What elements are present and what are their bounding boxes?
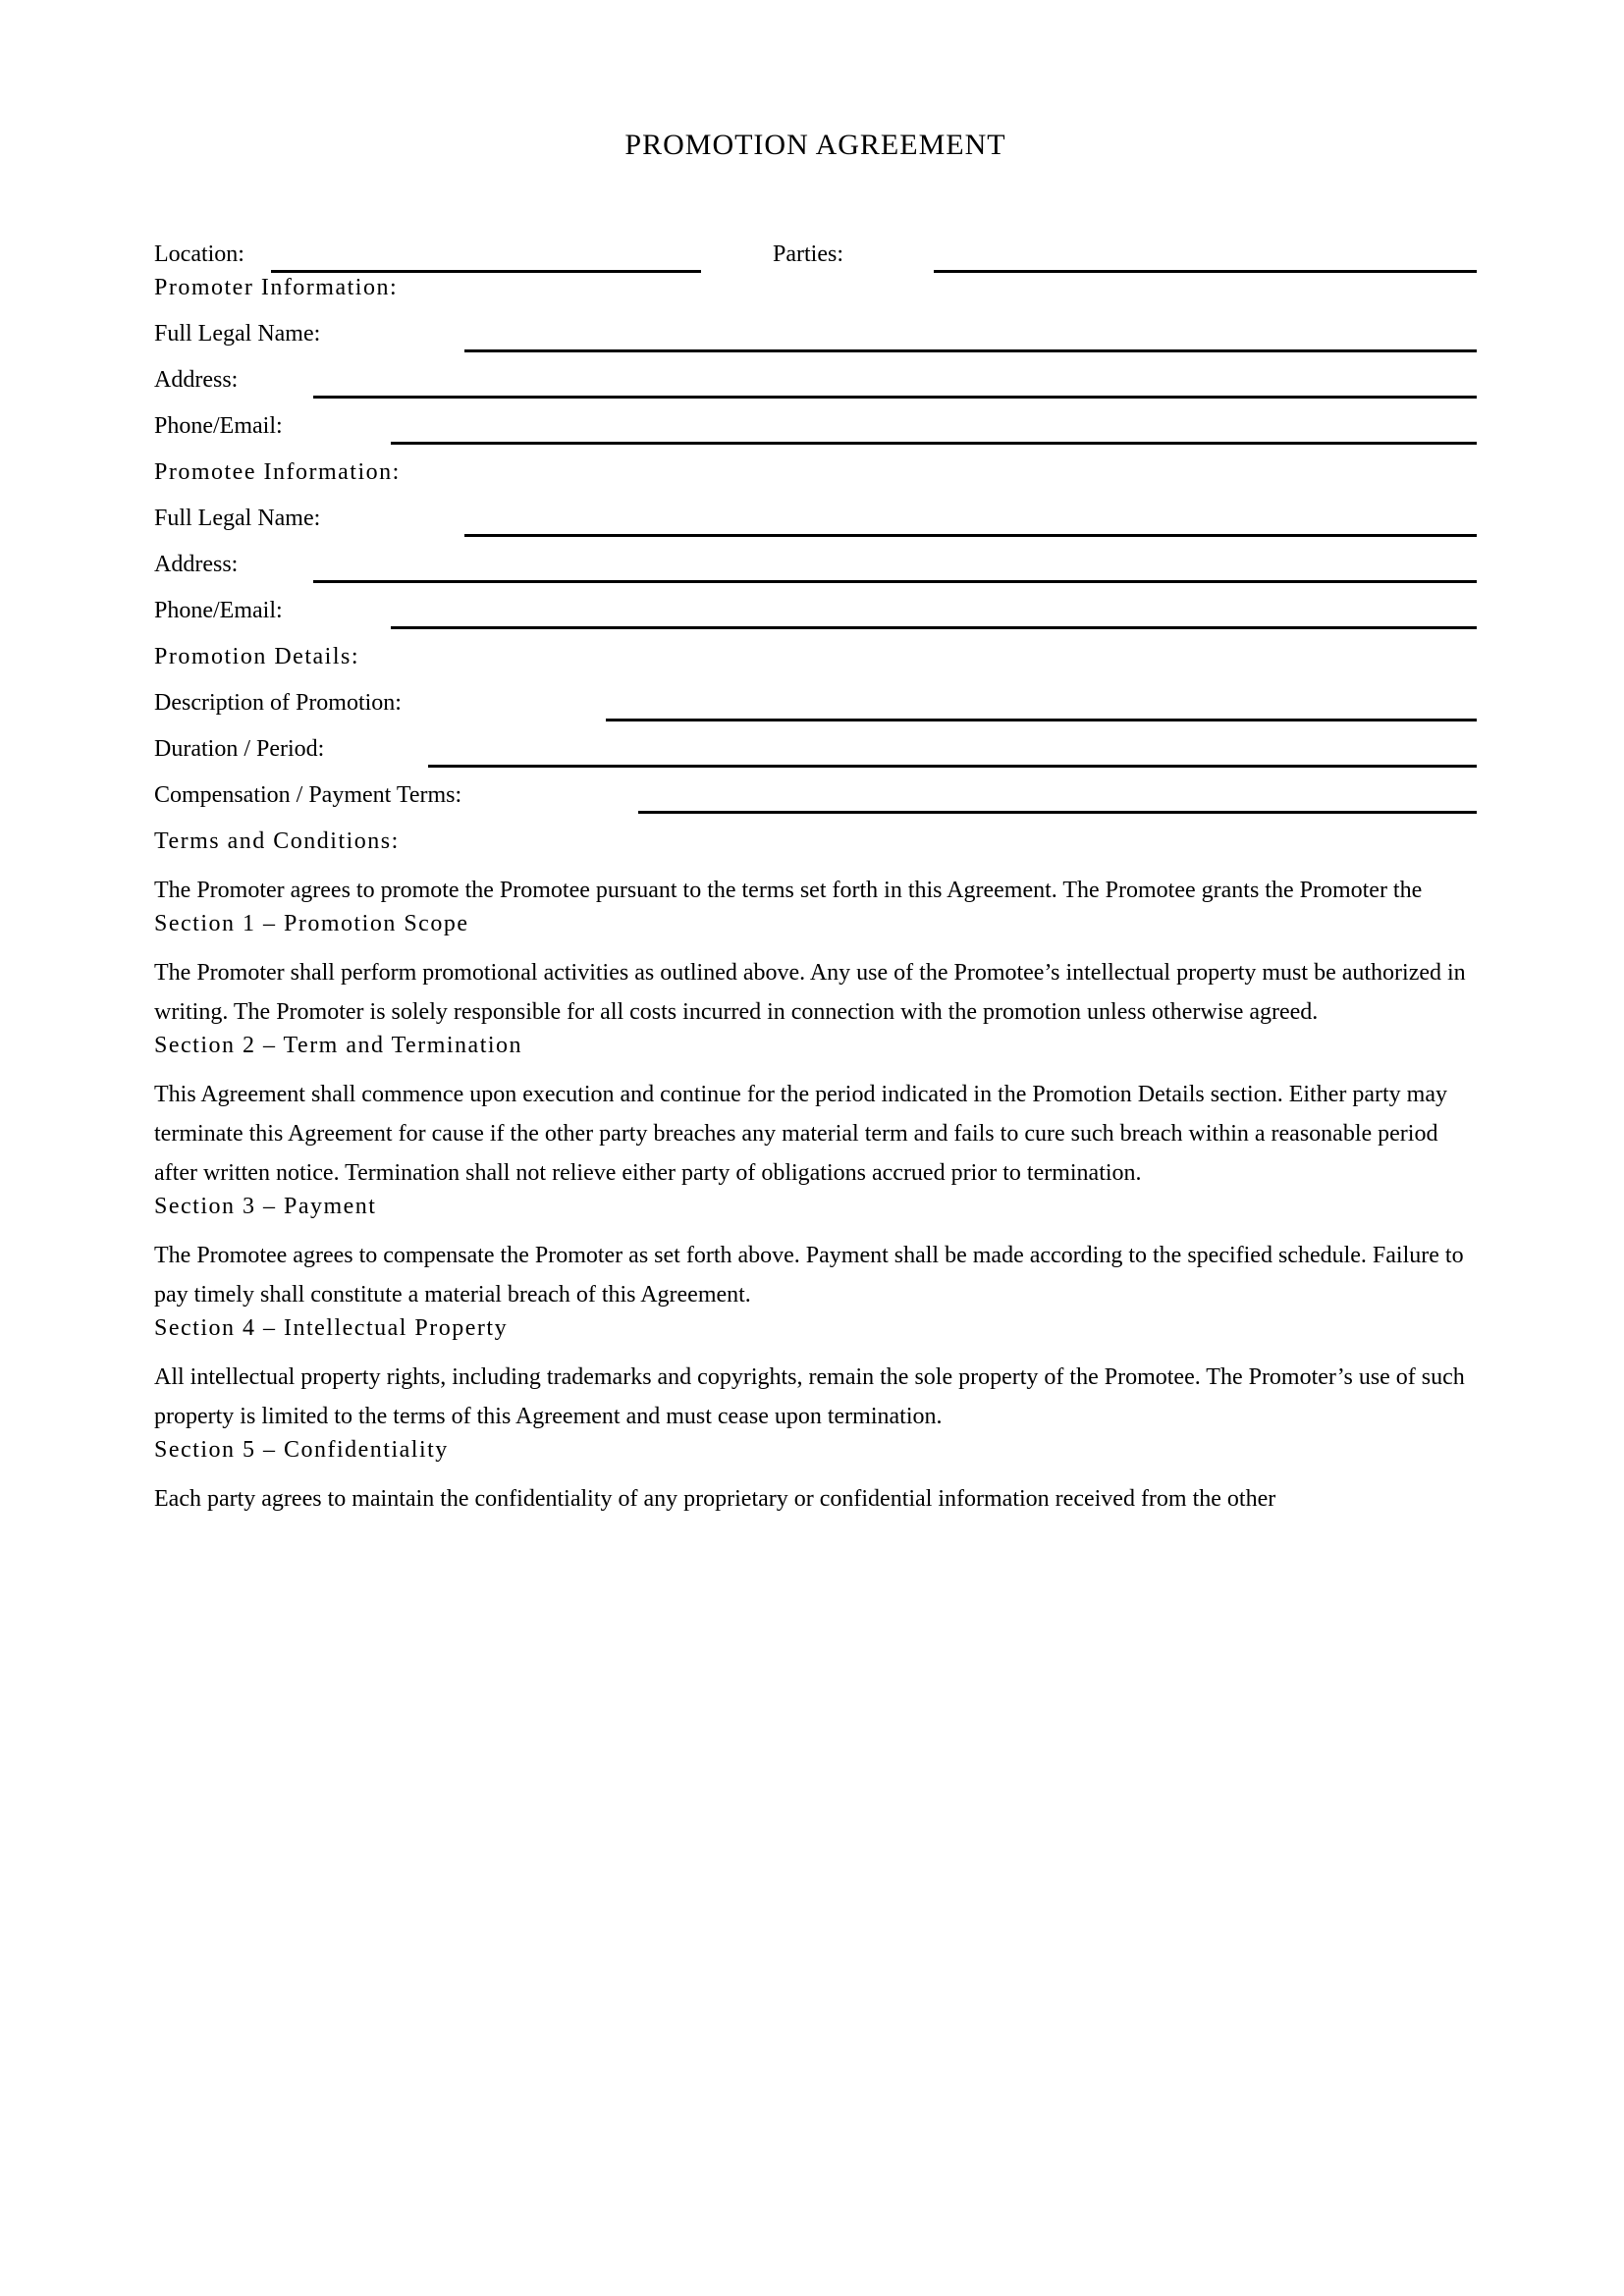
location-label: Location:: [154, 241, 244, 267]
promotee-address-label: Address:: [154, 552, 239, 577]
section-5-heading: Section 5 – Confidentiality: [154, 1437, 449, 1463]
section-5-body: Each party agrees to maintain the confidentiality of any proprietary or confidential information received from the other: [154, 1486, 1276, 1512]
terms-and-conditions-intro: The Promoter agrees to promote the Promotee pursuant to the terms set forth in this Agreement. The Promotee grants the Promoter the: [154, 878, 1423, 903]
parties-input-line[interactable]: [934, 270, 1477, 273]
terms-and-conditions-heading: Terms and Conditions:: [154, 828, 400, 854]
promoter-address-label: Address:: [154, 367, 239, 393]
terms-and-conditions-section: [154, 828, 1477, 910]
promotee-address-row: [154, 551, 1477, 597]
duration-period-label: Duration / Period:: [154, 736, 325, 762]
section-3-body: The Promotee agrees to compensate the Promoter as set forth above. Payment shall be made according to the specified schedule. Failure to pay timely shall constitute a material breach of this Agreement.: [154, 1243, 1464, 1308]
compensation-payment-terms-row: [154, 781, 1477, 828]
promoter-information-heading: Promoter Information:: [154, 275, 399, 300]
promotee-phone-email-input-line[interactable]: [391, 626, 1477, 629]
promotee-address-input-line[interactable]: [313, 580, 1477, 583]
promoter-full-legal-name-label: Full Legal Name:: [154, 321, 321, 347]
location-parties-row: [154, 240, 1477, 274]
promoter-address-input-line[interactable]: [313, 396, 1477, 399]
promotion-details-section: [154, 643, 1477, 828]
section-4-body: All intellectual property rights, including trademarks and copyrights, remain the sole property of the Promotee. The Promoter’s use of such property is limited to the terms of this Agreement and must cease upon termination.: [154, 1364, 1465, 1429]
promotee-full-legal-name-row: [154, 505, 1477, 551]
section-4-intellectual-property: [154, 1314, 1477, 1436]
section-2-body: This Agreement shall commence upon execution and continue for the period indicated in the Promotion Details section. Either party may terminate this Agreement for cause if the other party breaches any material term and fails to cure such breach within a reasonable period after written notice. Termination shall not relieve either party of obligations accrued prior to termination.: [154, 1082, 1447, 1186]
promotee-full-legal-name-label: Full Legal Name:: [154, 506, 321, 531]
description-of-promotion-row: [154, 689, 1477, 735]
section-4-heading: Section 4 – Intellectual Property: [154, 1315, 509, 1341]
compensation-payment-terms-label: Compensation / Payment Terms:: [154, 782, 462, 808]
compensation-payment-terms-input-line[interactable]: [638, 811, 1477, 814]
promotee-information-heading: Promotee Information:: [154, 459, 401, 485]
section-1-promotion-scope: [154, 910, 1477, 1032]
section-3-heading: Section 3 – Payment: [154, 1194, 377, 1219]
promotee-phone-email-row: [154, 597, 1477, 643]
section-5-confidentiality: [154, 1436, 1477, 1519]
promotee-information-section: [154, 458, 1477, 643]
section-2-heading: Section 2 – Term and Termination: [154, 1033, 523, 1058]
section-1-heading: Section 1 – Promotion Scope: [154, 911, 469, 936]
duration-period-input-line[interactable]: [428, 765, 1477, 768]
document-content: [154, 0, 1477, 1519]
parties-label: Parties:: [773, 241, 843, 267]
description-of-promotion-input-line[interactable]: [606, 719, 1477, 721]
promoter-full-legal-name-row: [154, 320, 1477, 366]
promoter-information-section: [154, 274, 1477, 458]
document-title: PROMOTION AGREEMENT: [624, 129, 1006, 161]
section-2-term-and-termination: [154, 1032, 1477, 1193]
promoter-phone-email-input-line[interactable]: [391, 442, 1477, 445]
promoter-address-row: [154, 366, 1477, 412]
promoter-phone-email-label: Phone/Email:: [154, 413, 283, 439]
location-input-line[interactable]: [271, 270, 701, 273]
promotion-details-heading: Promotion Details:: [154, 644, 359, 669]
section-3-payment: [154, 1193, 1477, 1314]
description-of-promotion-label: Description of Promotion:: [154, 690, 402, 716]
duration-period-row: [154, 735, 1477, 781]
section-1-body: The Promoter shall perform promotional activities as outlined above. Any use of the Promotee’s intellectual property must be authorized in writing. The Promoter is solely responsible for all costs incurred in connection with the promotion unless otherwise agreed.: [154, 960, 1466, 1025]
promoter-phone-email-row: [154, 412, 1477, 458]
promotee-full-legal-name-input-line[interactable]: [464, 534, 1477, 537]
promoter-full-legal-name-input-line[interactable]: [464, 349, 1477, 352]
promotee-phone-email-label: Phone/Email:: [154, 598, 283, 623]
